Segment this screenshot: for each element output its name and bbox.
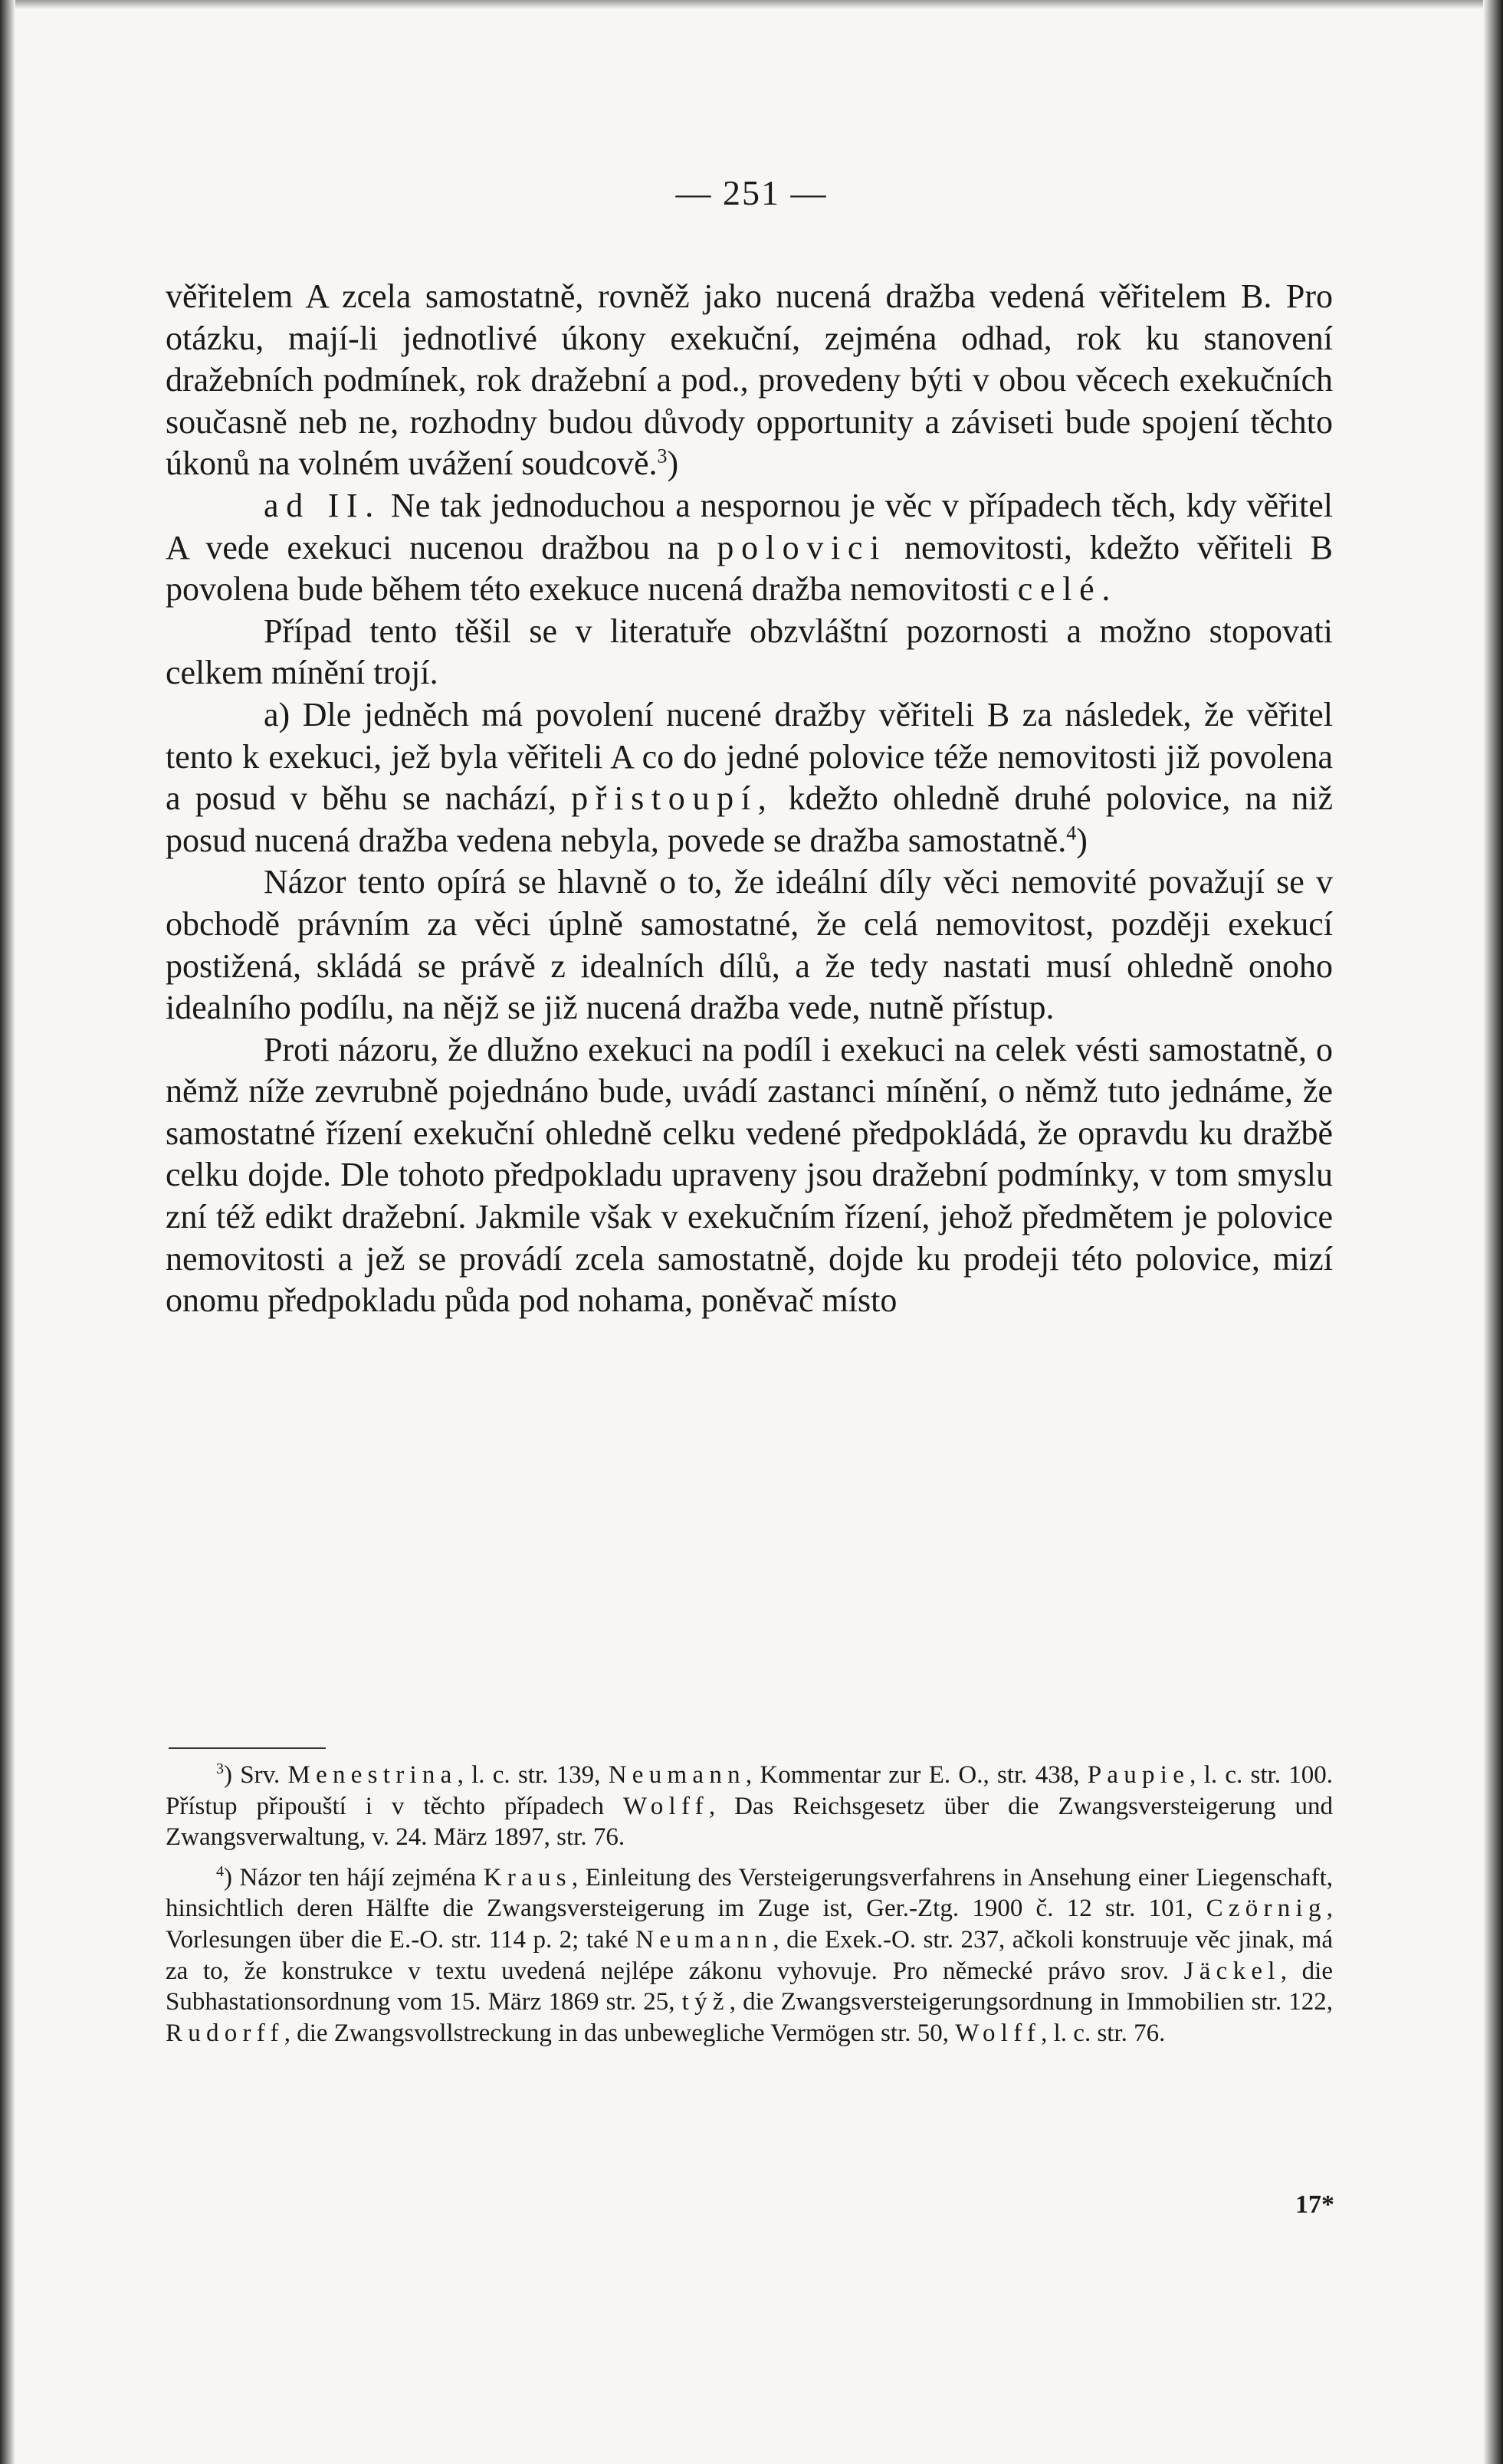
scan-edge-left bbox=[0, 0, 15, 2464]
text-run: , die Zwangsversteigerungsordnung in Immobilien str. 122, bbox=[729, 1988, 1333, 2016]
text-run: , Vorlesungen über die E.-O. str. 114 p. 2; také bbox=[166, 1895, 1333, 1954]
text-run: , Kommentar zur E. O., str. 438, bbox=[745, 1761, 1088, 1789]
footnote-3 bbox=[166, 1760, 1333, 1853]
author-name: Wolff bbox=[955, 2019, 1042, 2047]
printer-signature-mark: 17* bbox=[1295, 2190, 1334, 2219]
author-name: Kraus bbox=[483, 1863, 572, 1891]
text-run: , l. c. str. 139, bbox=[457, 1761, 609, 1789]
paragraph-3: Případ tento těšil se v literatuře obzvláštní pozornosti a možno stopovati celkem mínění trojí. bbox=[166, 612, 1333, 692]
text-run: a) Dle jedněch má povolení nucené dražby věřiteli B za následek, že věřitel tento k exekuci, jež byla věřiteli A co do jedné polovice téže nemovitosti již povolena a posud v běhu se nachází, bbox=[166, 695, 1333, 818]
author-name: Rudorff bbox=[166, 2019, 284, 2047]
paragraph-6: Proti názoru, že dlužno exekuci na podíl i exekuci na celek vésti samostatně, o němž níže zevrubně pojednáno bude, uvádí zastanci mínění, o němž tuto jednáme, že samostatné řízení exekuční ohledně celku vedené předpokládá, že opravdu ku dražbě celku dojde. Dle tohoto předpokladu upraveny jsou dražební podmínky, v tom smyslu zní též edikt dražební. Jakmile však v exekučním řízení, jehož předmětem je polovice nemovitosti a jež se provádí zcela samostatně, dojde ku prodeji této polovice, mizí onomu předpokladu půda pod nohama, poněvač místo bbox=[166, 1030, 1333, 1320]
author-name: Wolff bbox=[623, 1792, 709, 1820]
footnote-4 bbox=[166, 1862, 1333, 2049]
text-run: Ne tak jednoduchou a nespornou je věc v případech těch, kdy věřitel A vede exekuci nucenou dražbou na bbox=[166, 486, 1333, 566]
footnote-ref-4: 4 bbox=[1066, 822, 1077, 845]
author-name: Neumann bbox=[608, 1761, 746, 1789]
text-run: věřitelem A zcela samostatně, rovněž jako nucená dražba vedená věřitelem B. Pro otázku, mají-li jednotlivé úkony exekuční, zejména odhad, rok ku stanovení dražebních podmínek, rok dražební a pod., provedeny býti v obou věcech exekučních současně neb ne, rozhodny budou důvody opportunity a záviseti bude spojení těchto úkonů na volném uvážení soudcově. bbox=[166, 277, 1333, 483]
footnotes bbox=[166, 1760, 1333, 2058]
author-name: Neumann bbox=[635, 1925, 773, 1954]
text-run: nemovitosti, kdežto věřiteli B povolena bude během této exekuce nucená dražba nemovitosti bbox=[166, 528, 1333, 609]
text-run: , l. c. str. 76. bbox=[1041, 2019, 1166, 2047]
footnote-mark: 4 bbox=[216, 1862, 224, 1880]
author-name: Czörnig bbox=[1206, 1895, 1327, 1923]
text-run: kdežto ohledně druhé polovice, na niž posud nucená dražba vedena nebyla, povede se dražba samostatně. bbox=[166, 779, 1333, 859]
emphasis: přistoupí, bbox=[571, 779, 774, 818]
footnote-divider bbox=[169, 1747, 326, 1749]
text-run: , l. c. str. 100. Přístup připouští i v těchto případech bbox=[166, 1761, 1333, 1820]
scan-edge-top bbox=[0, 0, 1503, 9]
paragraph-4 bbox=[166, 694, 1333, 861]
footnote-ref-3: 3 bbox=[657, 445, 668, 468]
text-run: , die Subhastationsordnung vom 15. März 1869 str. 25, bbox=[166, 1957, 1333, 2016]
paragraph-5: Názor tento opírá se hlavně o to, že ideální díly věci nemovité považují se v obchodě právním za věci úplně samostatné, že celá nemovitost, později exekucí postižená, skládá se právě z idealních dílů, a že tedy nastati musí ohledně onoho idealního podílu, na nějž se již nucená dražba vede, nutně přístup. bbox=[166, 863, 1333, 1027]
main-text bbox=[166, 276, 1333, 1322]
text-run: , Das Reichsgesetz über die Zwangsversteigerung und Zwangsverwaltung, v. 24. März 1897, str. 76. bbox=[166, 1792, 1333, 1852]
emphasis: polovici bbox=[717, 528, 888, 566]
emphasis: celé. bbox=[1017, 570, 1118, 609]
text-run: , die Zwangsvollstreckung in das unbewegliche Vermögen str. 50, bbox=[284, 2019, 956, 2047]
paragraph-2 bbox=[166, 485, 1333, 611]
footnote-mark: 3 bbox=[216, 1760, 224, 1777]
paragraph-1 bbox=[166, 276, 1333, 485]
scan-edge-right bbox=[1483, 0, 1503, 2464]
text-run: , die Exek.-O. str. 237, ačkoli konstruuje věc jinak, má za to, že konstrukce v textu uvedená nejlépe zákonu vyhovuje. Pro německé právo srov. bbox=[166, 1925, 1333, 1985]
text-run: ) Názor ten hájí zejména bbox=[224, 1863, 484, 1891]
author-name: týž bbox=[681, 1988, 730, 2016]
author-name: Paupie bbox=[1087, 1761, 1190, 1789]
text-run: ) bbox=[667, 445, 679, 483]
page-number: — 251 — bbox=[675, 173, 828, 212]
text-run: ) bbox=[1076, 821, 1088, 859]
text-run: ) Srv. bbox=[224, 1761, 288, 1789]
section-label: ad II. bbox=[264, 486, 381, 524]
author-name: Jäckel bbox=[1183, 1957, 1281, 1985]
author-name: Menestrina bbox=[287, 1761, 458, 1789]
text-run: , Einleitung des Versteigerungsverfahrens in Ansehung einer Liegenschaft, hinsichtlich deren Hälfte die Zwangsversteigerung im Zuge ist, Ger.-Ztg. 1900 č. 12 str. 101, bbox=[166, 1863, 1333, 1923]
